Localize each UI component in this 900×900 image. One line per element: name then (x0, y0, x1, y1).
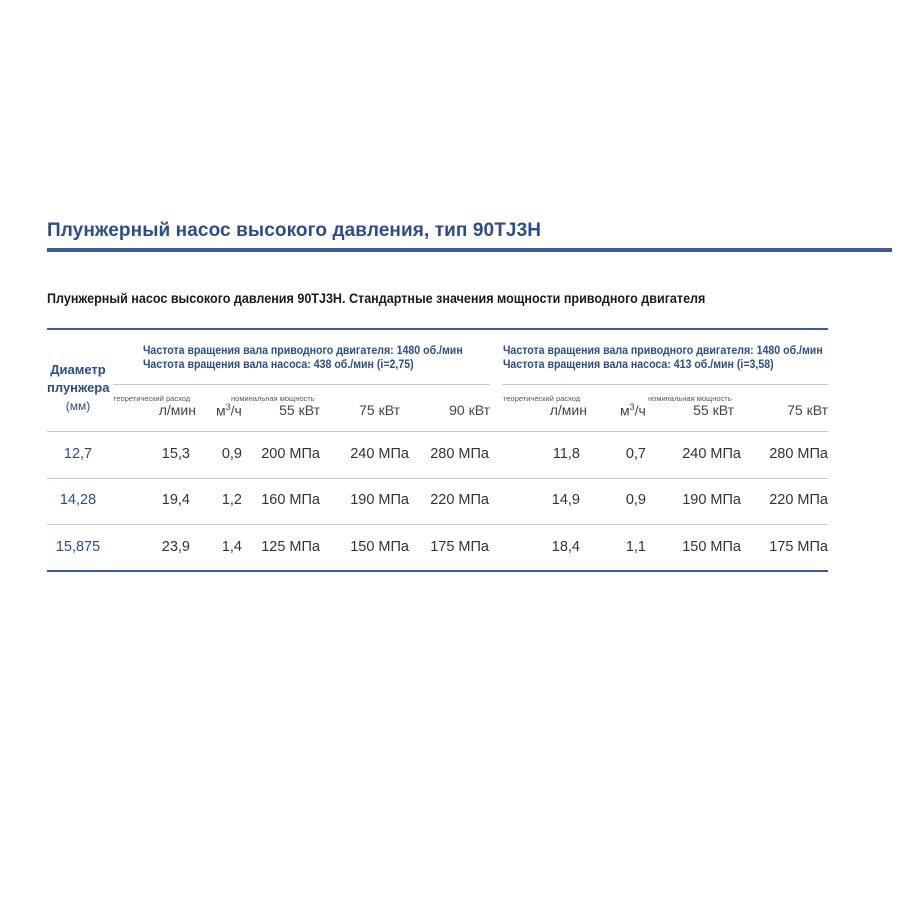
diameter-cell: 14,28 (59, 492, 97, 508)
diameter-cell: 12,7 (63, 446, 93, 462)
pressure-cell: 220 МПа (430, 492, 489, 508)
group-1-power-75: 75 кВт (359, 402, 400, 418)
pressure-cell: 280 МПа (769, 446, 828, 462)
group-2-power-55: 55 кВт (693, 402, 734, 418)
pressure-cell: 240 МПа (682, 446, 741, 462)
flow-cell: 15,3 (161, 446, 190, 462)
pressure-cell: 175 МПа (769, 539, 828, 555)
volume-cell: 0,9 (625, 492, 646, 508)
header-bottom-rule (47, 431, 828, 432)
diameter-header-line2: плунжера (47, 380, 110, 395)
pressure-cell: 280 МПа (430, 446, 489, 462)
table-bottom-rule (47, 570, 828, 572)
group-2-header (503, 344, 823, 372)
diameter-header-line1: Диаметр (50, 362, 106, 377)
group-1-flow-unit: л/мин (158, 402, 196, 418)
pressure-cell: 190 МПа (350, 492, 409, 508)
row-divider (47, 524, 828, 525)
group-1-header (143, 344, 463, 372)
pressure-cell: 220 МПа (769, 492, 828, 508)
table-caption: Плунжерный насос высокого давления 90TJ3H. Стандартные значения мощности приводного двигателя (47, 291, 706, 306)
group-2-flow-note: теоретический расход (503, 394, 581, 403)
pressure-cell: 150 МПа (682, 539, 741, 555)
flow-cell: 23,9 (161, 539, 190, 555)
pressure-cell: 190 МПа (682, 492, 741, 508)
title-rule (47, 248, 892, 252)
pressure-cell: 200 МПа (261, 446, 320, 462)
group-1-motor-speed: Частота вращения вала приводного двигателя: 1480 об./мин (143, 345, 463, 357)
group-1-power-90: 90 кВт (449, 402, 490, 418)
volume-cell: 1,4 (221, 539, 242, 555)
flow-cell: 11,8 (552, 446, 580, 462)
volume-cell: 0,7 (625, 446, 646, 462)
flow-cell: 14,9 (551, 492, 580, 508)
page-title: Плунжерный насос высокого давления, тип 90TJ3H (47, 220, 542, 241)
group-2-volume-unit: $м^3/ч$ (620, 402, 646, 419)
diameter-header-unit: (мм) (65, 399, 91, 413)
pressure-cell: 160 МПа (261, 492, 320, 508)
group-1-pump-speed: Частота вращения вала насоса: 438 об./мин (i=2,75) (143, 359, 414, 371)
group-2-rule (502, 384, 828, 385)
table-top-rule (47, 328, 828, 330)
flow-cell: 18,4 (551, 539, 580, 555)
row-divider (47, 478, 828, 479)
group-1-rule (113, 384, 490, 385)
group-2-power-75: 75 кВт (787, 402, 828, 418)
diameter-cell: 15,875 (55, 539, 101, 555)
group-1-volume-unit: $м^3/ч$ (216, 402, 242, 419)
volume-cell: 1,2 (221, 492, 242, 508)
group-1-power-55: 55 кВт (279, 402, 320, 418)
pressure-cell: 150 МПа (350, 539, 409, 555)
group-2-pump-speed: Частота вращения вала насоса: 413 об./мин (i=3,58) (503, 359, 774, 371)
group-2-motor-speed: Частота вращения вала приводного двигателя: 1480 об./мин (503, 345, 823, 357)
group-1-power-note: номинальная мощность (231, 394, 315, 403)
flow-cell: 19,4 (161, 492, 190, 508)
group-1-flow-note: теоретический расход (113, 394, 191, 403)
volume-cell: 1,1 (625, 539, 646, 555)
volume-cell: 0,9 (221, 446, 242, 462)
pressure-cell: 240 МПа (350, 446, 409, 462)
pressure-cell: 175 МПа (430, 539, 489, 555)
pressure-cell: 125 МПа (261, 539, 320, 555)
group-2-flow-unit: л/мин (549, 402, 587, 418)
group-2-power-note: номинальная мощность (648, 394, 732, 403)
diameter-header (47, 361, 109, 415)
